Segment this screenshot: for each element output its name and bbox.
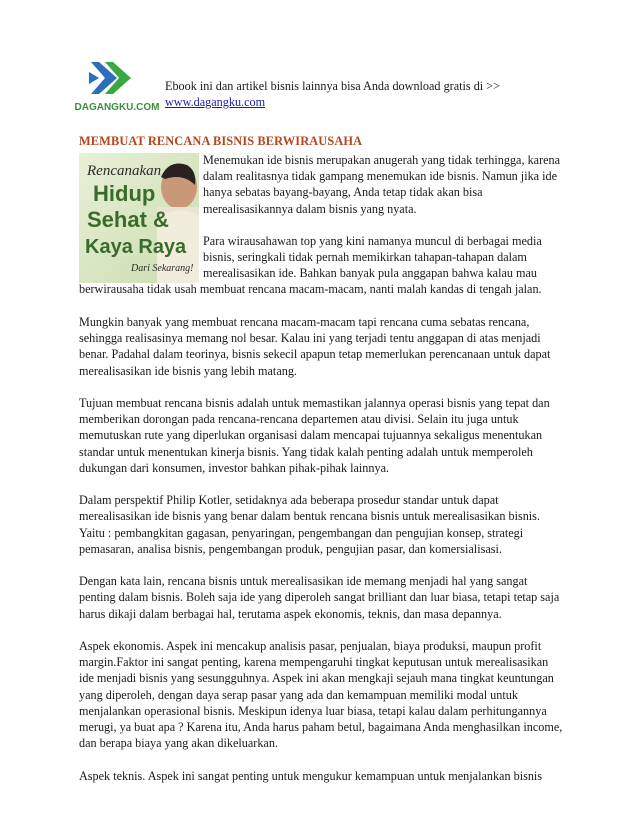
paragraph: Tujuan membuat rencana bisnis adalah untuk memastikan jalannya operasi bisnis yang tepat dan memberikan dorongan pada rencana-rencana departemen atau divisi. Selain itu juga untuk memutuskan rute yang diperlukan organisasi dalam mencapai tujuannya sekaligus menentukan standar untuk menentukan kinerja bisnis. Yang tidak kalah penting adalah untuk memperoleh dukungan dari konsumen, investor bahkan pihak-pihak lainnya.	[79, 396, 550, 475]
cover-line-2: Hidup	[93, 181, 156, 206]
paragraph: Para wirausahawan top yang kini namanya muncul di berbagai media bisnis, seringkali tidak pernah memikirkan tahapan-tahapan dalam merealisasikan ide. Bahkan banyak pula anggapan bahwa kalau mau berwirausaha tidak usah membuat rencana macam-macam, nanti malah kandas di tengah jalan.	[79, 233, 542, 297]
intro-section	[79, 152, 563, 314]
paragraph: Aspek ekonomis. Aspek ini mencakup analisis pasar, penjualan, biaya produksi, maupun profit margin.Faktor ini sangat penting, karena mempengaruhi tingkat keputusan untuk merealisasikan ide menjadi bisnis yang sesungguhnya. Aspek ini akan mengkaji sejauh mana tingkat keuntungan yang diperoleh, dengan daya serap pasar yang ada dan kemampuan memiliki modal untuk menjalankan operasional bisnis. Meskipun idenya luar biasa, tetapi kalau dalam perhitungannya merugi, ya buat apa ? Karena itu, Anda harus paham betul, bagaimana Anda menghasilkan income, dan berapa biaya yang akan dikeluarkan.	[79, 639, 563, 751]
paragraph: Dalam perspektif Philip Kotler, setidaknya ada beberapa prosedur standar untuk dapat merealisasikan ide bisnis yang benar dalam bentuk rencana bisnis untuk merealisasikan bisnis. Yaitu : pembangkitan gagasan, penyaringan, pengembangan dan pengujian konsep, strategi pemasaran, analisa bisnis, pengembangan produk, pengujian pasar, dan komersialisasi.	[79, 493, 540, 556]
cover-line-5: Dari Sekarang!	[131, 263, 194, 274]
header-line: Ebook ini dan artikel bisnis lainnya bisa Anda download gratis di >>	[165, 79, 500, 93]
dagangku-logo	[74, 58, 160, 122]
cover-line-3: Sehat &	[87, 207, 169, 232]
dagangku-logo-icon	[74, 58, 160, 122]
header-note	[165, 78, 565, 110]
paragraph: Dengan kata lain, rencana bisnis untuk merealisasikan ide memang menjadi hal yang sangat penting dalam bisnis. Boleh saja ide yang diperoleh sangat brilliant dan luar biasa, tetapi tetap saja harus dikaji dalam berbagai hal, terutama aspek ekonomis, teknis, dan masa depannya.	[79, 574, 560, 621]
paragraph: Aspek teknis. Aspek ini sangat penting untuk mengukur kemampuan untuk menjalankan bisnis	[79, 768, 543, 783]
cover-line-4: Kaya Raya	[85, 236, 187, 258]
paragraph: Mungkin banyak yang membuat rencana macam-macam tapi rencana cuma sebatas rencana, sehingga realisasinya memang nol besar. Kalau ini yang terjadi tentu anggapan di atas menjadi benar. Padahal dalam teorinya, bisnis sekecil apapun tetap memerlukan perencanaan untuk dapat merealisasikan ide bisnis yang lebih matang.	[79, 315, 551, 378]
paragraph: Menemukan ide bisnis merupakan anugerah yang tidak terhingga, karena dalam realitasnya tidak gampang menemukan ide bisnis. Namun jika ide hanya sebatas bayang-bayang, Anda tetap tidak akan bisa merealisasikannya dalam bisnis yang nyata.	[203, 153, 561, 216]
dagangku-link[interactable]: www.dagangku.com	[165, 95, 266, 109]
cover-line-1: Rencanakan	[87, 163, 162, 179]
article-body	[79, 314, 563, 800]
article-title: MEMBUAT RENCANA BISNIS BERWIRAUSAHA	[79, 134, 363, 148]
logo-text: DAGANGKU.COM	[74, 102, 160, 113]
